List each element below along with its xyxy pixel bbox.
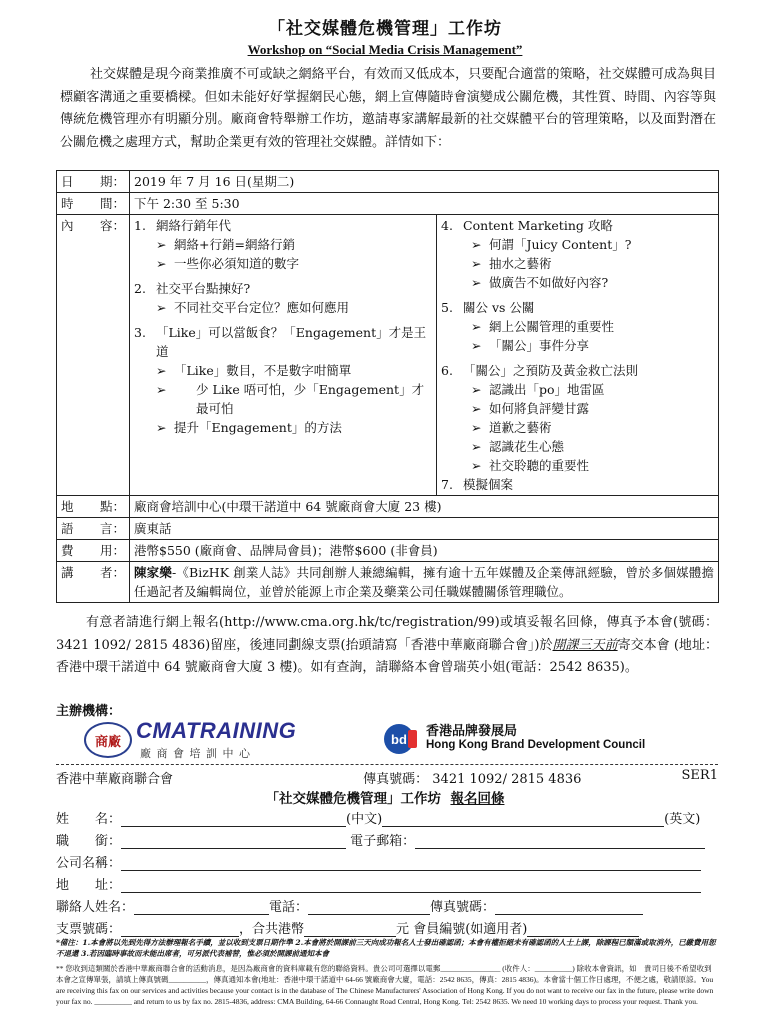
terms-notes: *備注：1.本會將以先到先得方法辦理報名手續，並以收到支票日期作準 2.本會將於開課前三天向成功報名人士發出確認函；本會有權拒絕未有確認函的人士上課，除課程已額滿或取消外，已繳費用恕不退還 3.若因臨時事故而未能出席者，可另派代表補替，惟必須於開課前通知本會	[56, 938, 716, 958]
list-item: ➢ 網絡+行銷=網絡行銷	[156, 237, 295, 252]
list-item: 2. 社交平台點揀好?	[134, 281, 251, 296]
date-row	[57, 171, 719, 193]
address-field[interactable]	[121, 878, 701, 893]
speaker-name: 陳家樂	[134, 565, 172, 580]
email-label: 電子郵箱：	[350, 834, 416, 849]
fax-label: 傳真號碼：	[430, 900, 496, 915]
contact-field[interactable]	[134, 900, 269, 915]
list-item: ➢ 認識出「po」地雷區	[471, 382, 605, 397]
intro-paragraph: 社交媒體是現今商業推廣不可或缺之網絡平台，有效而又低成本，只要配合適當的策略，社交媒體可成為與目標顧客溝通之重要橋樑。但如未能好好掌握網民心態，網上宣傳隨時會演變成公關危機，其性質、時間、內容等與傳統危機管理亦有明顯分別。廠商會特舉辦工作坊，邀請專家講解最新的社交媒體平台的管理策略，以及面對潛在公關危機之處理方式，幫助企業更有效的管理社交媒體。詳情如下：	[60, 67, 716, 150]
form-organisation: 香港中華廠商聯合會	[56, 772, 174, 787]
time-value: 下午 2:30 至 5:30	[130, 193, 719, 215]
time-row	[57, 193, 719, 215]
venue-row	[57, 496, 719, 518]
phone-label: 電話：	[269, 900, 309, 915]
form-header-row	[56, 768, 718, 787]
member-field[interactable]	[527, 922, 639, 937]
venue-label: 地 點：	[57, 496, 130, 518]
list-item: ➢ 做廣告不如做好內容?	[471, 275, 609, 290]
language-label: 語 言：	[57, 518, 130, 540]
deadline-note: 開課三天前	[552, 637, 618, 653]
content-right-column	[437, 215, 719, 496]
cheque-label: 支票號碼：	[56, 922, 122, 937]
fee-row	[57, 540, 719, 562]
hkbdc-name-en: Hong Kong Brand Development Council	[426, 739, 646, 751]
hkbdc-name-zh: 香港品牌發展局	[426, 724, 518, 739]
cut-line-divider	[56, 764, 718, 765]
position-label: 職 銜：	[56, 834, 122, 849]
fee-label: 費 用：	[57, 540, 130, 562]
list-item: 5. 關公 vs 公關	[441, 300, 535, 315]
content-row	[57, 215, 719, 496]
list-item: ➢ 一些你必須知道的數字	[156, 256, 300, 271]
member-label: 會員編號(如適用者)	[413, 922, 528, 937]
venue-value: 廠商會培訓中心(中環干諾道中 64 號廠商會大廈 23 樓)	[130, 496, 719, 518]
info-table	[56, 170, 719, 603]
svg-text:bd: bd	[391, 732, 407, 747]
organisers-label: 主辦機構：	[56, 704, 122, 719]
list-item: 7. 模擬個案	[441, 477, 514, 492]
list-item: ➢ 道歉之藝術	[471, 420, 552, 435]
page-title: 「社交媒體危機管理」工作坊	[268, 19, 502, 39]
speaker-row	[57, 562, 719, 603]
address-label: 地 址：	[56, 878, 122, 893]
registration-paragraph: 有意者請進行網上報名(http://www.cma.org.hk/tc/registration/99)或填妥報名回條，傳真予本會(號碼：3421 1092/ 2815 4836)留座，後連同劃線支票(抬頭請寫「香港中華廠商聯合會」)於開課三天前寄交本會 (地址：香港中環干諾道中 64 號廠商會大廈 3 樓)。如有查詢，請聯絡本會曾瑞英小姐(電話：2542 8635)。	[56, 615, 718, 675]
company-row	[56, 852, 718, 872]
speaker-value	[130, 562, 719, 603]
address-row	[56, 874, 718, 894]
payment-row	[56, 918, 718, 938]
form-fax-number: 傳真號碼： 3421 1092/ 2815 4836	[363, 772, 582, 787]
form-title: 「社交媒體危機管理」工作坊 報名回條	[265, 791, 505, 807]
contact-label: 聯絡人姓名：	[56, 900, 135, 915]
name-label: 姓 名：	[56, 812, 122, 827]
amount-label: ，合共港幣	[239, 922, 305, 937]
content-label: 內 容：	[57, 215, 130, 496]
fine-print: ** 您收到這類關於香港中華廠商聯合會的活動消息，是因為廠商會的資料庫載有您的聯絡資料。貴公司可選擇以電郵________________ (收件人：__________) 除收本會資訊，如 貴司日後不希望收到本會之宣傳單張，請填上傳真號碼__________，傳真通知本會(地址：香港中環干諾道中 64-66 號廠商會大廈，電話：2542 8635，傳真：2815 4836)。本會當十個工作日處理，不便之處，敬請原諒。You are receiving this fax on our services and activities because your contact is in the database of The Chinese Manufacturers' Association of Hong Kong. If you do not want to receive our fax in the future, please write down your fax no. __________ and return to us by fax no. 2815-4836, address: CMA Building, 64-66 Connaught Road Central, Hong Kong. Tel: 2542 8635. We need 10 working days to process your request. Thank you.	[56, 964, 714, 1006]
list-item: ➢ 少 Like 唔可怕，少「Engagement」才最可怕	[156, 382, 425, 416]
list-item: ➢ 社交聆聽的重要性	[471, 458, 590, 473]
company-field[interactable]	[121, 856, 701, 871]
cma-badge-icon: 商廠	[84, 722, 132, 758]
company-label: 公司名稱：	[56, 856, 122, 871]
language-value: 廣東話	[130, 518, 719, 540]
fee-value: 港幣$550 (廠商會、品牌局會員)；港幣$600 (非會員)	[130, 540, 719, 562]
date-label: 日 期：	[57, 171, 130, 193]
email-field[interactable]	[415, 834, 705, 849]
list-item: 6. 「關公」之預防及黃金救亡法則	[441, 363, 639, 378]
amount-field[interactable]	[304, 922, 396, 937]
cma-training-subtitle: 廠 商 會 培 訓 中 心	[140, 747, 251, 760]
time-label: 時 間：	[57, 193, 130, 215]
speaker-bio: -《BizHK 創業人誌》共同創辦人兼總編輯，擁有逾十五年媒體及企業傳訊經驗，曾於多個媒體擔任過記者及編輯崗位，並曾於能源上市企業及藥業公司任職媒體關係管理職位。	[134, 565, 714, 599]
list-item: ➢ 網上公關管理的重要性	[471, 319, 615, 334]
amount-unit: 元	[396, 922, 410, 937]
page-subtitle: Workshop on “Social Media Crisis Management”	[247, 42, 523, 57]
hkbdc-mark-icon	[382, 722, 420, 756]
cma-training-wordmark: CMATRAINING	[136, 718, 297, 743]
contact-row	[56, 896, 718, 916]
position-row	[56, 830, 718, 850]
list-item: 3. 「Like」可以當飯食？「Engagement」才是王道	[134, 325, 427, 359]
form-code: SER1	[681, 768, 718, 783]
list-item: ➢ 何謂「Juicy Content」?	[471, 237, 632, 252]
date-value: 2019 年 7 月 16 日(星期二)	[130, 171, 719, 193]
list-item: ➢ 「Like」數目，不是數字咁簡單	[156, 363, 352, 378]
list-item: ➢ 如何將負評變甘露	[471, 401, 590, 416]
list-item: ➢ 認識花生心態	[471, 439, 565, 454]
name-row: 姓 名： (中文) (英文)	[56, 812, 701, 827]
name-zh-field[interactable]	[121, 812, 346, 827]
position-field[interactable]	[121, 834, 346, 849]
list-item: ➢ 提升「Engagement」的方法	[156, 420, 342, 435]
list-item: ➢ 「關公」事件分享	[471, 338, 590, 353]
list-item: ➢ 不同社交平台定位？應如何應用	[156, 300, 350, 315]
phone-field[interactable]	[308, 900, 430, 915]
name-en-field[interactable]	[382, 812, 664, 827]
list-item: ➢ 抽水之藝術	[471, 256, 552, 271]
list-item: 1. 網絡行銷年代	[134, 218, 232, 233]
hkbdc-logo	[382, 720, 702, 760]
cma-training-logo	[84, 718, 324, 762]
cheque-field[interactable]	[121, 922, 239, 937]
fax-field[interactable]	[495, 900, 643, 915]
speaker-label: 講 者：	[57, 562, 130, 603]
content-left-column	[130, 215, 437, 496]
language-row	[57, 518, 719, 540]
list-item: 4. Content Marketing 攻略	[441, 218, 613, 233]
